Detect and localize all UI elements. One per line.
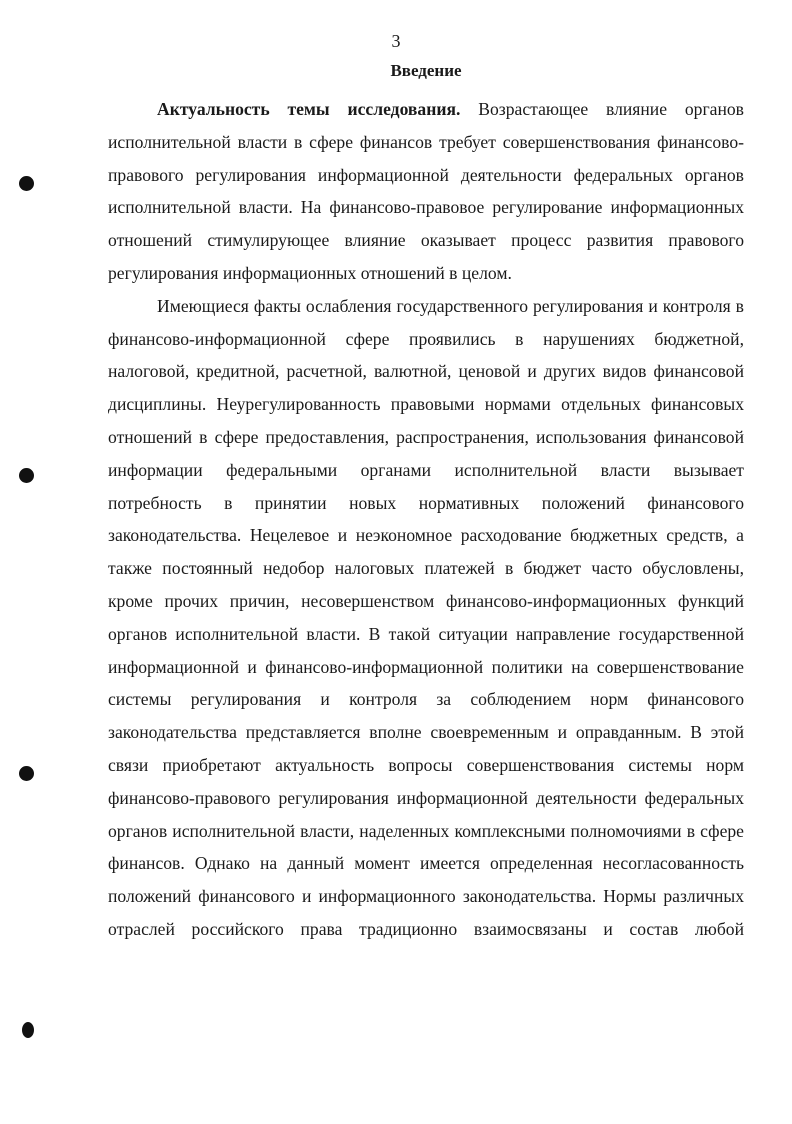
paragraph-lead: Актуальность темы исследования. xyxy=(157,99,461,119)
page-number: 3 xyxy=(391,31,401,51)
binder-hole-1 xyxy=(19,176,34,191)
binder-hole-4 xyxy=(22,1022,34,1038)
binder-hole-2 xyxy=(19,468,34,483)
paragraph-facts xyxy=(108,290,744,946)
binder-hole-3 xyxy=(19,766,34,781)
paragraph-relevance xyxy=(108,93,744,290)
paragraph-text: Возрастающее влияние органов исполнительной власти в сфере финансов требует совершенствования финансово-правового регулирования информационной деятельности федеральных органов исполнительной власти. На финансово-правовое регулирование информационных отношений стимулирующее влияние оказывает процесс развития правового регулирования информационных отношений в целом. xyxy=(108,99,744,283)
section-heading: Введение xyxy=(390,61,462,80)
body-text xyxy=(108,93,744,946)
paragraph-text: Имеющиеся факты ослабления государственного регулирования и контроля в финансово-информационной сфере проявились в нарушениях бюджетной, налоговой, кредитной, расчетной, валютной, ценовой и других видов финансовой дисциплины. Неурегулированность правовыми нормами отдельных финансовых отношений в сфере предоставления, распространения, использования финансовой информации федеральными органами исполнительной власти вызывает потребность в принятии новых нормативных положений финансового законодательства. Нецелевое и неэкономное расходование бюджетных средств, а также постоянный недобор налоговых платежей в бюджет часто обусловлены, кроме прочих причин, несовершенством финансово-информационных функций органов исполнительной власти. В такой ситуации направление государственной информационной и финансово-информационной политики на совершенствование системы регулирования и контроля за соблюдением норм финансового законодательства представляется вполне своевременным и оправданным. В этой связи приобретают актуальность вопросы совершенствования системы норм финансово-правового регулирования информационной деятельности федеральных органов исполнительной власти, наделенных комплексными полномочиями в сфере финансов. Однако на данный момент имеется определенная несогласованность положений финансового и информационного законодательства. Нормы различных отраслей российского права традиционно взаимосвязаны и состав любой xyxy=(108,295,744,939)
